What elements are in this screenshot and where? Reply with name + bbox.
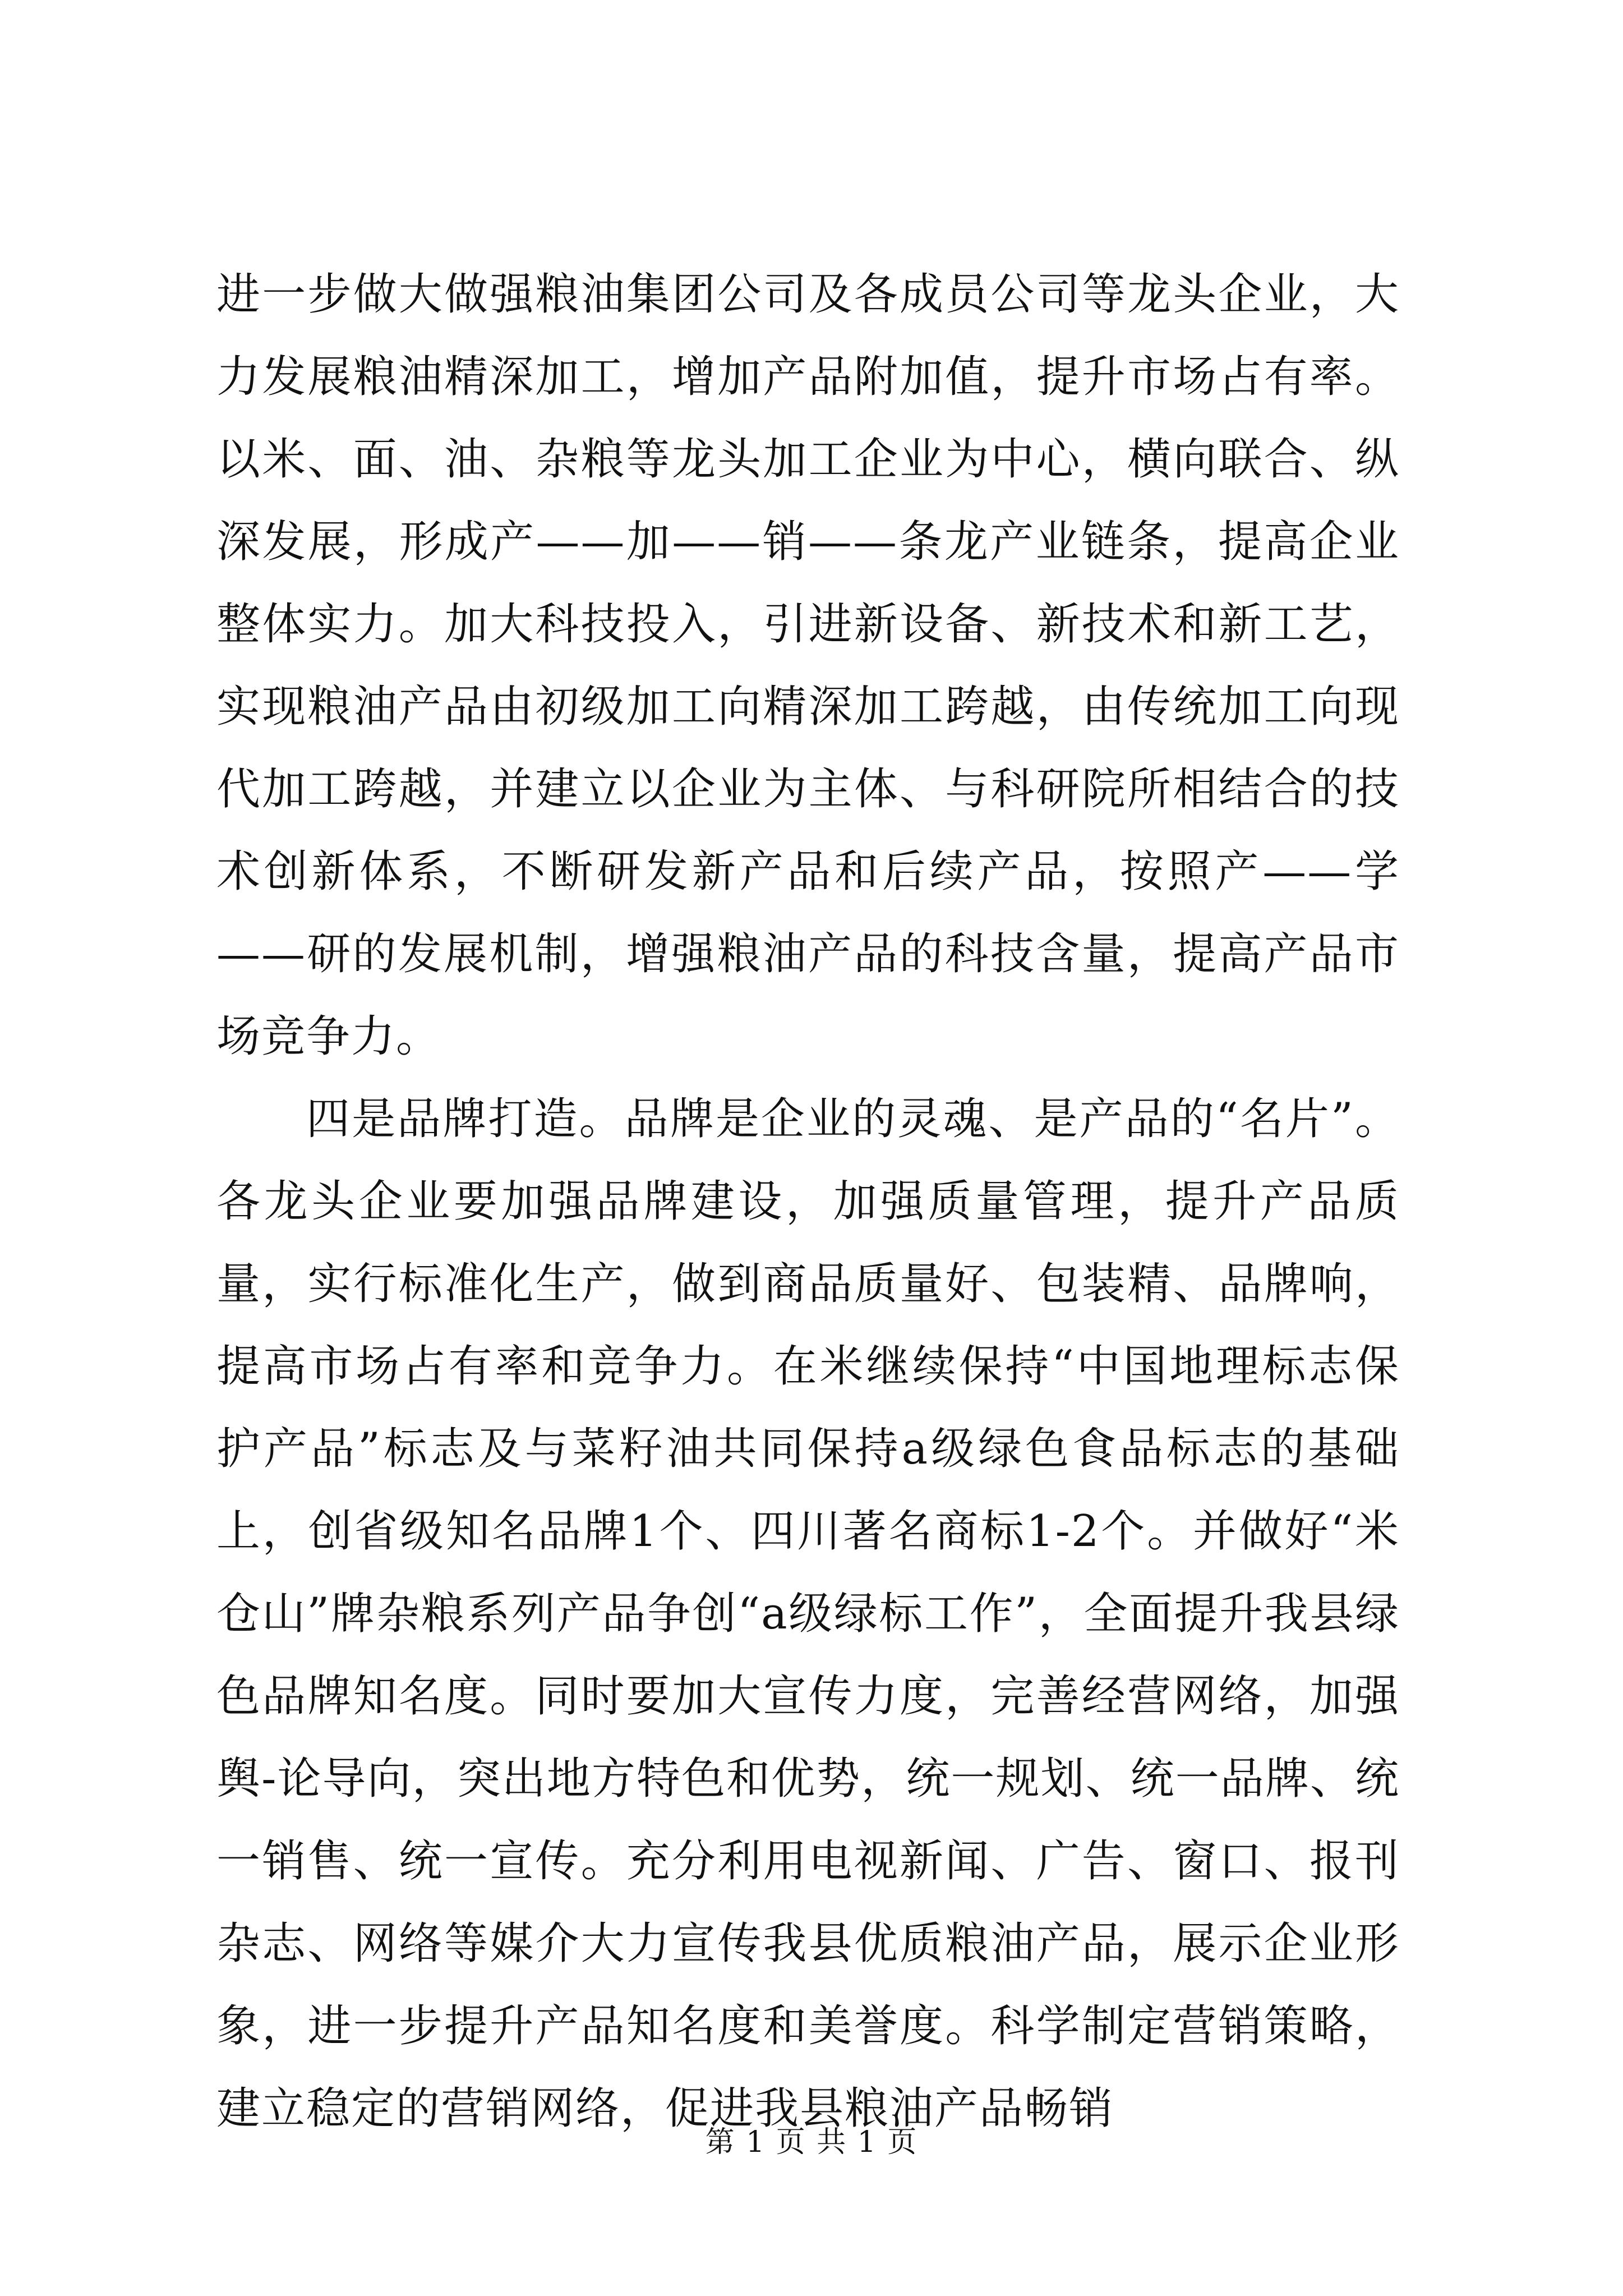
body-paragraph-1: 进一步做大做强粮油集团公司及各成员公司等龙头企业，大力发展粮油精深加工，增加产品附加值，提升市场占有率。以米、面、油、杂粮等龙头加工企业为中心，横向联合、纵深发展，形成产——加——销——条龙产业链条，提高企业整体实力。加大科技投入，引进新设备、新技术和新工艺，实现粮油产品由初级加工向精深加工跨越，由传统加工向现代加工跨越，并建立以企业为主体、与科研院所相结合的技术创新体系，不断研发新产品和后续产品，按照产——学——研的发展机制，增强粮油产品的科技含量，提高产品市场竞争力。: [216, 269, 1400, 1062]
document-body: [216, 254, 1400, 2150]
page-footer: 第 1 页 共 1 页: [705, 2125, 918, 2159]
body-paragraph-2: 四是品牌打造。品牌是企业的灵魂、是产品的“名片”。各龙头企业要加强品牌建设，加强质量管理，提升产品质量，实行标准化生产，做到商品质量好、包装精、品牌响，提高市场占有率和竞争力。在米继续保持“中国地理标志保护产品”标志及与菜籽油共同保持a级绿色食品标志的基础上，创省级知名品牌1个、四川著名商标1-2个。并做好“米仓山”牌杂粮系列产品争创“a级绿标工作”，全面提升我县绿色品牌知名度。同时要加大宣传力度，完善经营网络，加强舆-论导向，突出地方特色和优势，统一规划、统一品牌、统一销售、统一宣传。充分利用电视新闻、广告、窗口、报刊杂志、网络等媒介大力宣传我县优质粮油产品，展示企业形象，进一步提升产品知名度和美誉度。科学制定营销策略，建立稳定的营销网络，促进我县粮油产品畅销: [216, 1094, 1400, 2134]
